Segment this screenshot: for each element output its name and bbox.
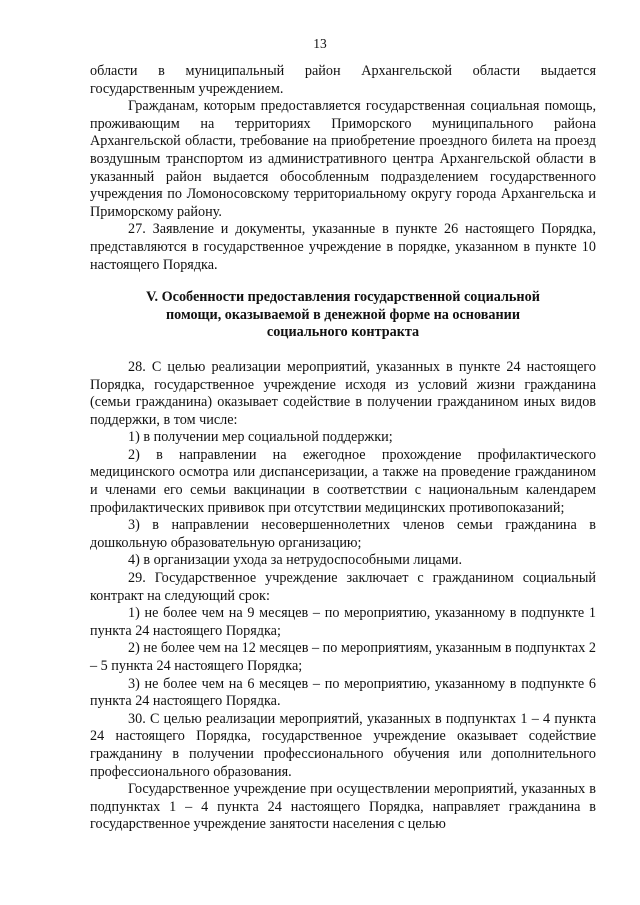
list-item: 2) не более чем на 12 месяцев – по мероприятиям, указанным в подпунктах 2 – 5 пункта 24 настоящего Порядка;	[90, 640, 596, 674]
list-item: 4) в организации ухода за нетрудоспособными лицами.	[128, 552, 463, 569]
paragraph: Государственное учреждение при осуществлении мероприятий, указанных в подпунктах 1 – 4 пункта 24 настоящего Порядка, направляет гражданина в государственное учреждение занятости населения с целью	[90, 781, 596, 833]
paragraph: Гражданам, которым предоставляется государственная социальная помощь, проживающим на территориях Приморского муниципального района Архангельской области, требование на приобретение проездного билета на проезд воздушным транспортом из административного центра Архангельской области в указанный район выдается обособленным подразделением государственного учреждения по Ломоносовскому территориальному округу города Архангельска и Приморскому району.	[90, 98, 596, 220]
list-item: 3) в направлении несовершеннолетних членов семьи гражданина в дошкольную образовательную организацию;	[90, 517, 596, 551]
document-body	[90, 63, 596, 834]
paragraph-27: 27. Заявление и документы, указанные в пункте 26 настоящего Порядка, представляются в государственное учреждение в порядке, указанном в пункте 10 настоящего Порядка.	[90, 221, 596, 273]
list-item: 1) не более чем на 9 месяцев – по мероприятию, указанному в подпункте 1 пункта 24 настоящего Порядка;	[90, 605, 596, 639]
paragraph-29: 29. Государственное учреждение заключает с гражданином социальный контракт на следующий срок:	[90, 570, 596, 604]
list-item: 3) не более чем на 6 месяцев – по мероприятию, указанному в подпункте 6 пункта 24 настоящего Порядка.	[90, 675, 596, 710]
paragraph-30: 30. С целью реализации мероприятий, указанных в подпунктах 1 – 4 пункта 24 настоящего Порядка, государственное учреждение оказывает содействие гражданину в получении профессионального обучения или дополнительного профессионального образования.	[90, 710, 596, 780]
list-item: 1) в получении мер социальной поддержки;	[128, 429, 393, 446]
section-heading	[90, 289, 596, 342]
paragraph-28: 28. С целью реализации мероприятий, указанных в пункте 24 настоящего Порядка, государственное учреждение исходя из условий жизни гражданина (семьи гражданина) оказывает содействие в получении гражданином иных видов поддержки, в том числе:	[90, 358, 596, 428]
list-item: 2) в направлении на ежегодное прохождение профилактического медицинского осмотра или диспансеризации, а также на проведение гражданином и членами его семьи вакцинации в соответствии с национальным календарем профилактических прививок при отсутствии медицинских противопоказаний;	[90, 446, 596, 516]
page-number: 13	[313, 36, 327, 51]
paragraph: области в муниципальный район Архангельской области выдается государственным учреждением.	[90, 63, 596, 97]
section-heading-line: социального контракта	[266, 324, 420, 341]
section-heading-line: V. Особенности предоставления государственной социальной	[146, 289, 540, 306]
section-heading-line: помощи, оказываемой в денежной форме на основании	[165, 306, 520, 323]
